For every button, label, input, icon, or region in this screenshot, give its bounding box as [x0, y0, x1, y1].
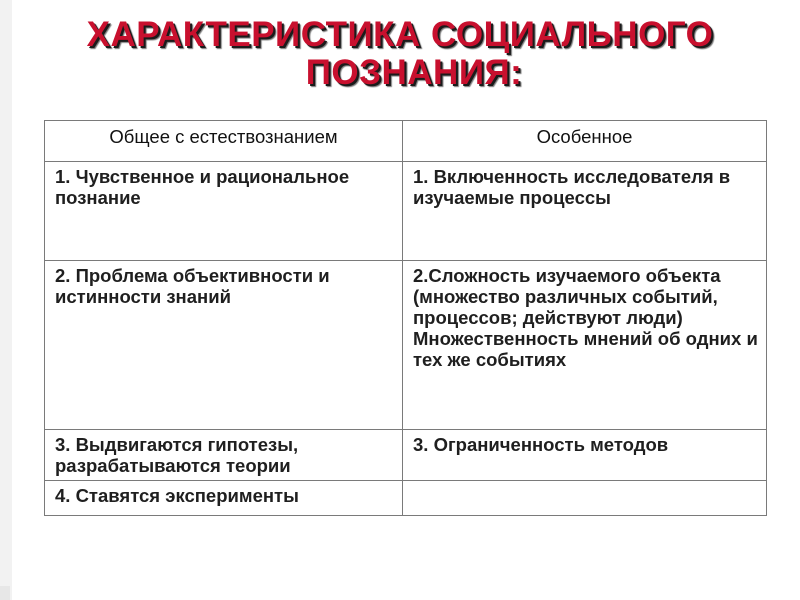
table-row — [45, 481, 767, 516]
table-cell-special: 1. Включенность исследователя в изучаемые процессы — [403, 162, 767, 261]
table-row — [45, 430, 767, 481]
table-row — [45, 162, 767, 261]
table-cell-special: 3. Ограниченность методов — [403, 430, 767, 481]
table-cell-common: 2. Проблема объективности и истинности знаний — [45, 261, 403, 430]
table-cell-common: 3. Выдвигаются гипотезы, разрабатываются теории — [45, 430, 403, 481]
comparison-table-wrapper — [44, 120, 766, 516]
slide-title — [0, 16, 800, 92]
table-cell-common: 1. Чувственное и рациональное познание — [45, 162, 403, 261]
slide-title-line1: ХАРАКТЕРИСТИКА СОЦИАЛЬНОГО — [86, 15, 714, 54]
comparison-table — [44, 120, 767, 516]
column-header-common: Общее с естествознанием — [45, 121, 403, 162]
table-row — [45, 261, 767, 430]
column-header-special: Особенное — [403, 121, 767, 162]
slide-title-line2: ПОЗНАНИЯ: — [305, 53, 523, 92]
table-cell-special: 2.Сложность изучаемого объекта (множество различных событий, процессов; действуют люди) Множественность мнений об одних и тех же событиях — [403, 261, 767, 430]
table-header-row — [45, 121, 767, 162]
slide-corner-mark — [0, 586, 10, 600]
table-cell-special — [403, 481, 767, 516]
table-cell-common: 4. Ставятся эксперименты — [45, 481, 403, 516]
